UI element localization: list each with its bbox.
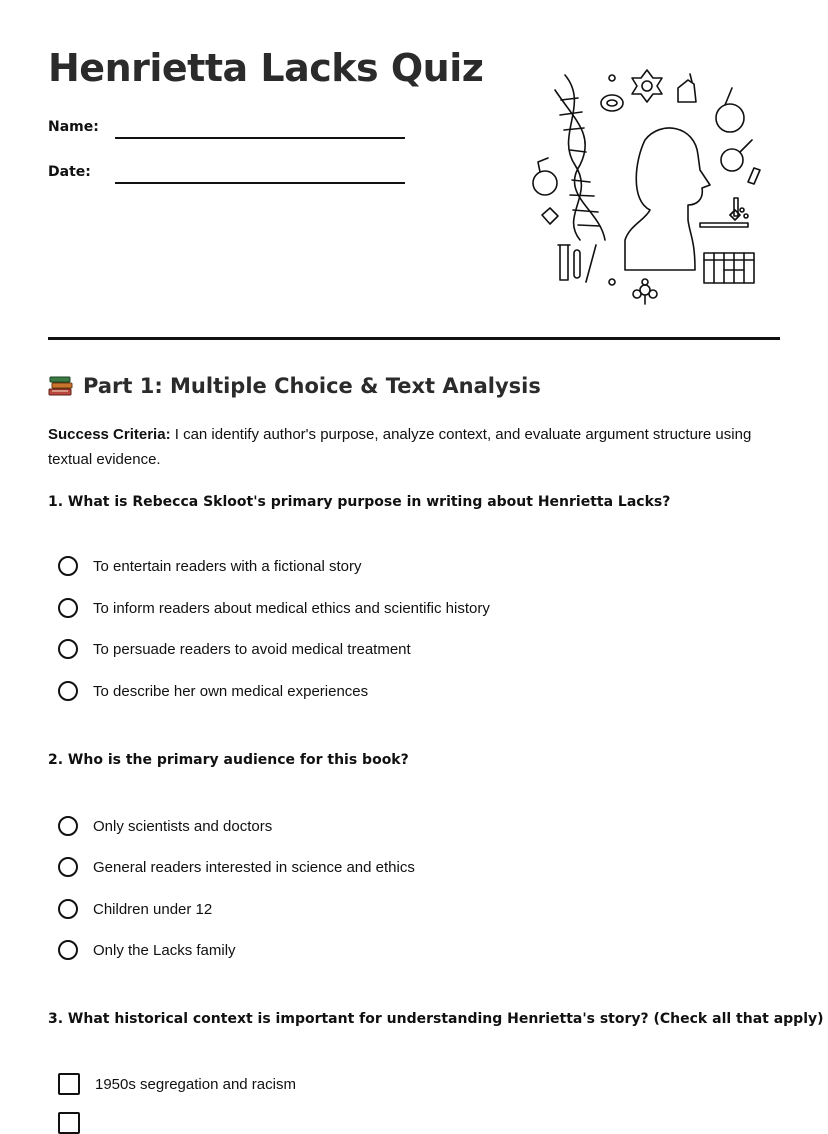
q1-option-d[interactable]	[58, 681, 368, 701]
name-input[interactable]	[115, 137, 405, 139]
q2-option-d[interactable]	[58, 940, 236, 960]
q3-option-b[interactable]	[58, 1112, 95, 1134]
section-divider	[48, 337, 780, 340]
option-label: Only scientists and doctors	[93, 817, 273, 835]
question-3: 3. What historical context is important for understanding Henrietta's story? (Check all that apply)	[48, 1011, 824, 1027]
page-title: Henrietta Lacks Quiz	[48, 46, 484, 90]
date-label: Date:	[48, 164, 91, 180]
books-icon	[48, 374, 74, 398]
radio-button[interactable]	[58, 899, 78, 919]
q2-option-c[interactable]	[58, 899, 212, 919]
option-label: Children under 12	[93, 900, 213, 918]
checkbox[interactable]	[58, 1073, 80, 1095]
option-label: To describe her own medical experiences	[93, 682, 369, 700]
option-label: 1950s segregation and racism	[95, 1075, 296, 1093]
radio-button[interactable]	[58, 598, 78, 618]
radio-button[interactable]	[58, 556, 78, 576]
option-label: General readers interested in science and ethics	[93, 858, 415, 876]
radio-button[interactable]	[58, 940, 78, 960]
part1-heading-text: Part 1: Multiple Choice & Text Analysis	[83, 374, 541, 398]
q1-option-a[interactable]	[58, 556, 361, 576]
success-criteria-text: I can identify author's purpose, analyze context, and evaluate argument structure using textual evidence.	[48, 426, 752, 468]
option-label: To inform readers about medical ethics and scientific history	[93, 599, 490, 617]
radio-button[interactable]	[58, 681, 78, 701]
part1-heading	[48, 374, 541, 398]
radio-button[interactable]	[58, 857, 78, 877]
q1-option-b[interactable]	[58, 598, 490, 618]
success-criteria	[48, 422, 780, 472]
date-input[interactable]	[115, 182, 405, 184]
success-criteria-label: Success Criteria:	[48, 426, 171, 443]
checkbox[interactable]	[58, 1112, 80, 1134]
science-illustration-icon	[520, 60, 770, 310]
q1-option-c[interactable]	[58, 639, 411, 659]
name-label: Name:	[48, 119, 99, 135]
question-1: 1. What is Rebecca Skloot's primary purpose in writing about Henrietta Lacks?	[48, 494, 671, 510]
option-label: Only the Lacks family	[93, 941, 236, 959]
radio-button[interactable]	[58, 816, 78, 836]
option-label: To entertain readers with a fictional story	[93, 557, 362, 575]
question-2: 2. Who is the primary audience for this book?	[48, 752, 409, 768]
q2-option-a[interactable]	[58, 816, 272, 836]
radio-button[interactable]	[58, 639, 78, 659]
option-label: To persuade readers to avoid medical treatment	[93, 640, 411, 658]
q3-option-a[interactable]	[58, 1073, 296, 1095]
q2-option-b[interactable]	[58, 857, 415, 877]
